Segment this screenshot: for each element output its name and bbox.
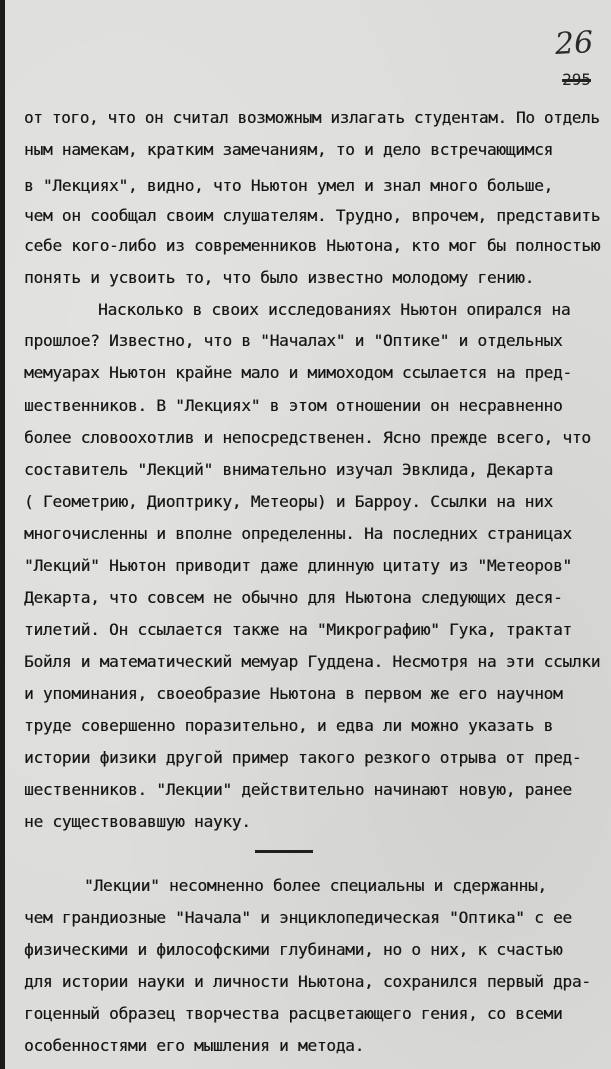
text-line: многочисленны и вполне определенны. На последних страницах [24,524,572,543]
text-line: шественников. В "Лекциях" в этом отношении он несравненно [24,396,563,415]
text-line: себе кого-либо из современников Ньютона, кто мог бы полностью [24,236,601,255]
text-line: составитель "Лекций" внимательно изучал Эвклида, Декарта [24,460,553,479]
text-line: не существовавшую науку. [24,812,251,831]
text-line: ным намекам, кратким замечаниям, то и дело встречающимся [24,140,553,159]
text-line: Декарта, что совсем не обычно для Ньютона следующих деся- [24,588,563,607]
text-line: "Лекции" несомненно более специальны и сдержанны, [84,876,547,895]
text-line: более словоохотлив и непосредственен. Ясно прежде всего, что [24,428,591,447]
text-line: и упоминания, своеобразие Ньютона в первом же его научном [24,684,563,703]
page-edge-shadow [0,0,5,1069]
text-line: чем грандиозные "Начала" и энциклопедическая "Оптика" с ее [24,908,572,927]
text-line: шественников. "Лекции" действительно начинают новую, ранее [24,780,572,799]
text-line: "Лекций" Ньютон приводит даже длинную цитату из "Метеоров" [24,556,572,575]
text-line: для истории науки и личности Ньютона, сохранился первый дра- [24,972,591,991]
text-line: труде совершенно поразительно, и едва ли можно указать в [24,716,553,735]
text-line: чем он сообщал своим слушателям. Трудно, впрочем, представить [24,206,601,225]
text-line: гоценный образец творчества расцветающего гения, со всеми [24,1004,563,1023]
text-line: ( Геометрию, Диоптрику, Метеоры) и Барроу. Ссылки на них [24,492,553,511]
text-line: в "Лекциях", видно, что Ньютон умел и знал много больше, [24,176,553,195]
text-line: мемуарах Ньютон крайне мало и мимоходом ссылается на пред- [24,363,572,382]
text-line: истории физики другой пример такого резкого отрыва от пред- [24,748,582,767]
handwritten-page-number: 26 [553,25,594,62]
text-line: Насколько в своих исследованиях Ньютон опирался на [98,300,571,319]
typed-page-number: 295 [562,70,591,89]
text-line: особенностями его мышления и метода. [24,1036,365,1055]
text-line: физическими и философскими глубинами, но о них, к счастью [24,940,563,959]
section-separator [255,850,313,853]
text-line: прошлое? Известно, что в "Началах" и "Оптике" и отдельных [24,331,563,350]
text-line: тилетий. Он ссылается также на "Микрографию" Гука, трактат [24,620,572,639]
text-line: понять и усвоить то, что было известно молодому гению. [24,268,535,287]
text-line: от того, что он считал возможным излагать студентам. По отдель [24,108,600,127]
text-line: Бойля и математический мемуар Гуддена. Несмотря на эти ссылки [24,652,601,671]
